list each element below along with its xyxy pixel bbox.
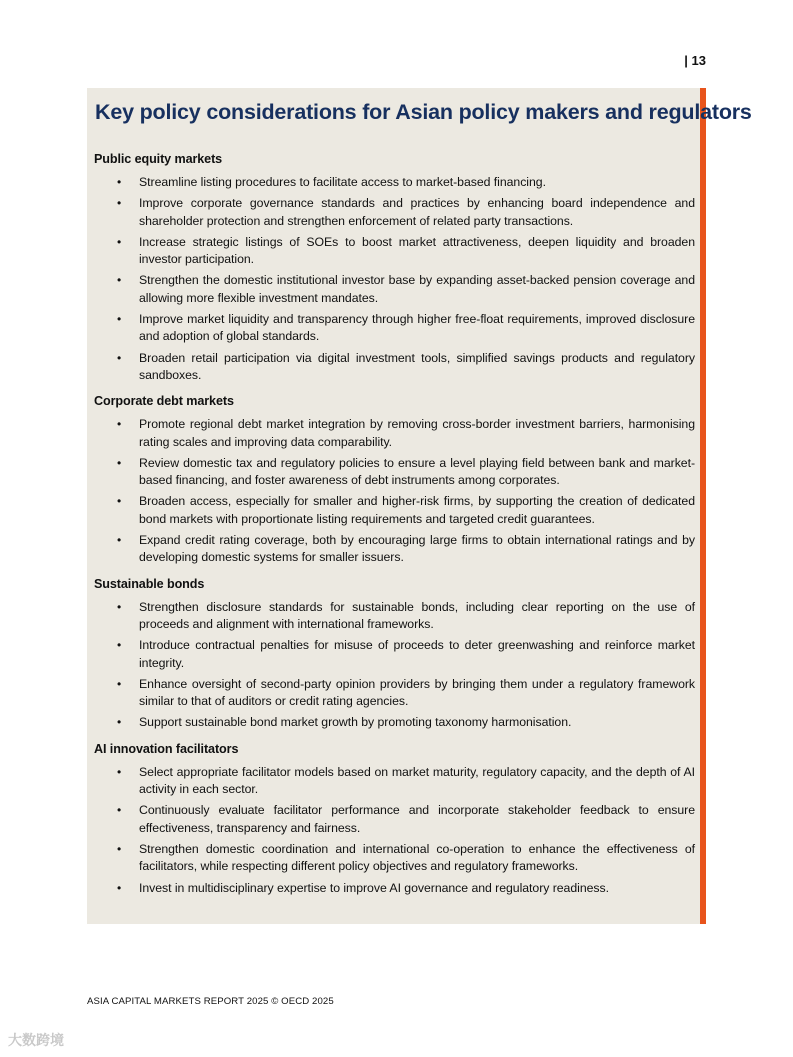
section-heading: Public equity markets — [94, 152, 223, 166]
list-item: • Continuously evaluate facilitator performance and incorporate stakeholder feedback to ensure effectiveness, transparency and fairness. — [94, 802, 695, 837]
section-public-equity — [94, 152, 695, 384]
list-item: • Broaden retail participation via digital investment tools, simplified savings products and regulatory sandboxes. — [94, 350, 695, 385]
list-item: • Strengthen the domestic institutional investor base by expanding asset-backed pension coverage and allowing more flexible investment mandates. — [94, 272, 695, 307]
list-item: • Promote regional debt market integration by removing cross-border investment barriers, harmonising rating scales and improving data comparability. — [94, 416, 695, 451]
footer: ASIA CAPITAL MARKETS REPORT 2025 © OECD 2025 — [87, 996, 334, 1007]
section-heading: Sustainable bonds — [94, 576, 205, 591]
box-title: Key policy considerations for Asian policy makers and regulators — [95, 100, 752, 124]
list-item: • Strengthen domestic coordination and international co-operation to enhance the effectiveness of facilitators, while respecting different policy objectives and regulatory frameworks. — [94, 841, 695, 876]
section-sustainable-bonds — [94, 577, 695, 732]
page-number: | 13 — [684, 53, 706, 68]
list-item: • Enhance oversight of second-party opinion providers by bringing them under a regulatory framework similar to that of auditors or credit rating agencies. — [94, 676, 695, 711]
list-item: • Invest in multidisciplinary expertise to improve AI governance and regulatory readiness. — [94, 880, 695, 897]
bullet-list — [94, 416, 695, 566]
policy-box — [87, 88, 752, 924]
section-heading: AI innovation facilitators — [94, 741, 239, 756]
list-item: • Select appropriate facilitator models based on market maturity, regulatory capacity, and the depth of AI activity in each sector. — [94, 764, 695, 799]
section-corporate-debt — [94, 394, 695, 566]
bullet-list — [94, 764, 695, 897]
list-item: • Introduce contractual penalties for misuse of proceeds to deter greenwashing and reinforce market integrity. — [94, 637, 695, 672]
list-item: • Streamline listing procedures to facilitate access to market-based financing. — [94, 174, 695, 191]
list-item: • Improve corporate governance standards and practices by enhancing board independence and shareholder protection and strengthen enforcement of related party transactions. — [94, 195, 695, 230]
list-item: • Expand credit rating coverage, both by encouraging large firms to obtain international ratings and by developing domestic systems for smaller issuers. — [94, 532, 695, 567]
list-item: • Support sustainable bond market growth by promoting taxonomy harmonisation. — [94, 714, 695, 731]
bullet-list — [94, 599, 695, 732]
list-item: • Increase strategic listings of SOEs to boost market attractiveness, deepen liquidity and broaden investor participation. — [94, 234, 695, 269]
list-item: • Review domestic tax and regulatory policies to ensure a level playing field between bank and market-based financing, and foster awareness of debt instruments among corporates. — [94, 455, 695, 490]
box-content — [94, 152, 695, 907]
watermark: 大数跨境 — [8, 1032, 64, 1048]
list-item: • Broaden access, especially for smaller and higher-risk firms, by supporting the creation of dedicated bond markets with proportionate listing requirements and targeted credit guarantees. — [94, 493, 695, 528]
section-heading: Corporate debt markets — [94, 394, 234, 409]
bullet-list — [94, 174, 695, 384]
list-item: • Improve market liquidity and transparency through higher free-float requirements, improved disclosure and adoption of global standards. — [94, 311, 695, 346]
section-ai-innovation — [94, 742, 695, 897]
list-item: • Strengthen disclosure standards for sustainable bonds, including clear reporting on the use of proceeds and alignment with international frameworks. — [94, 599, 695, 634]
